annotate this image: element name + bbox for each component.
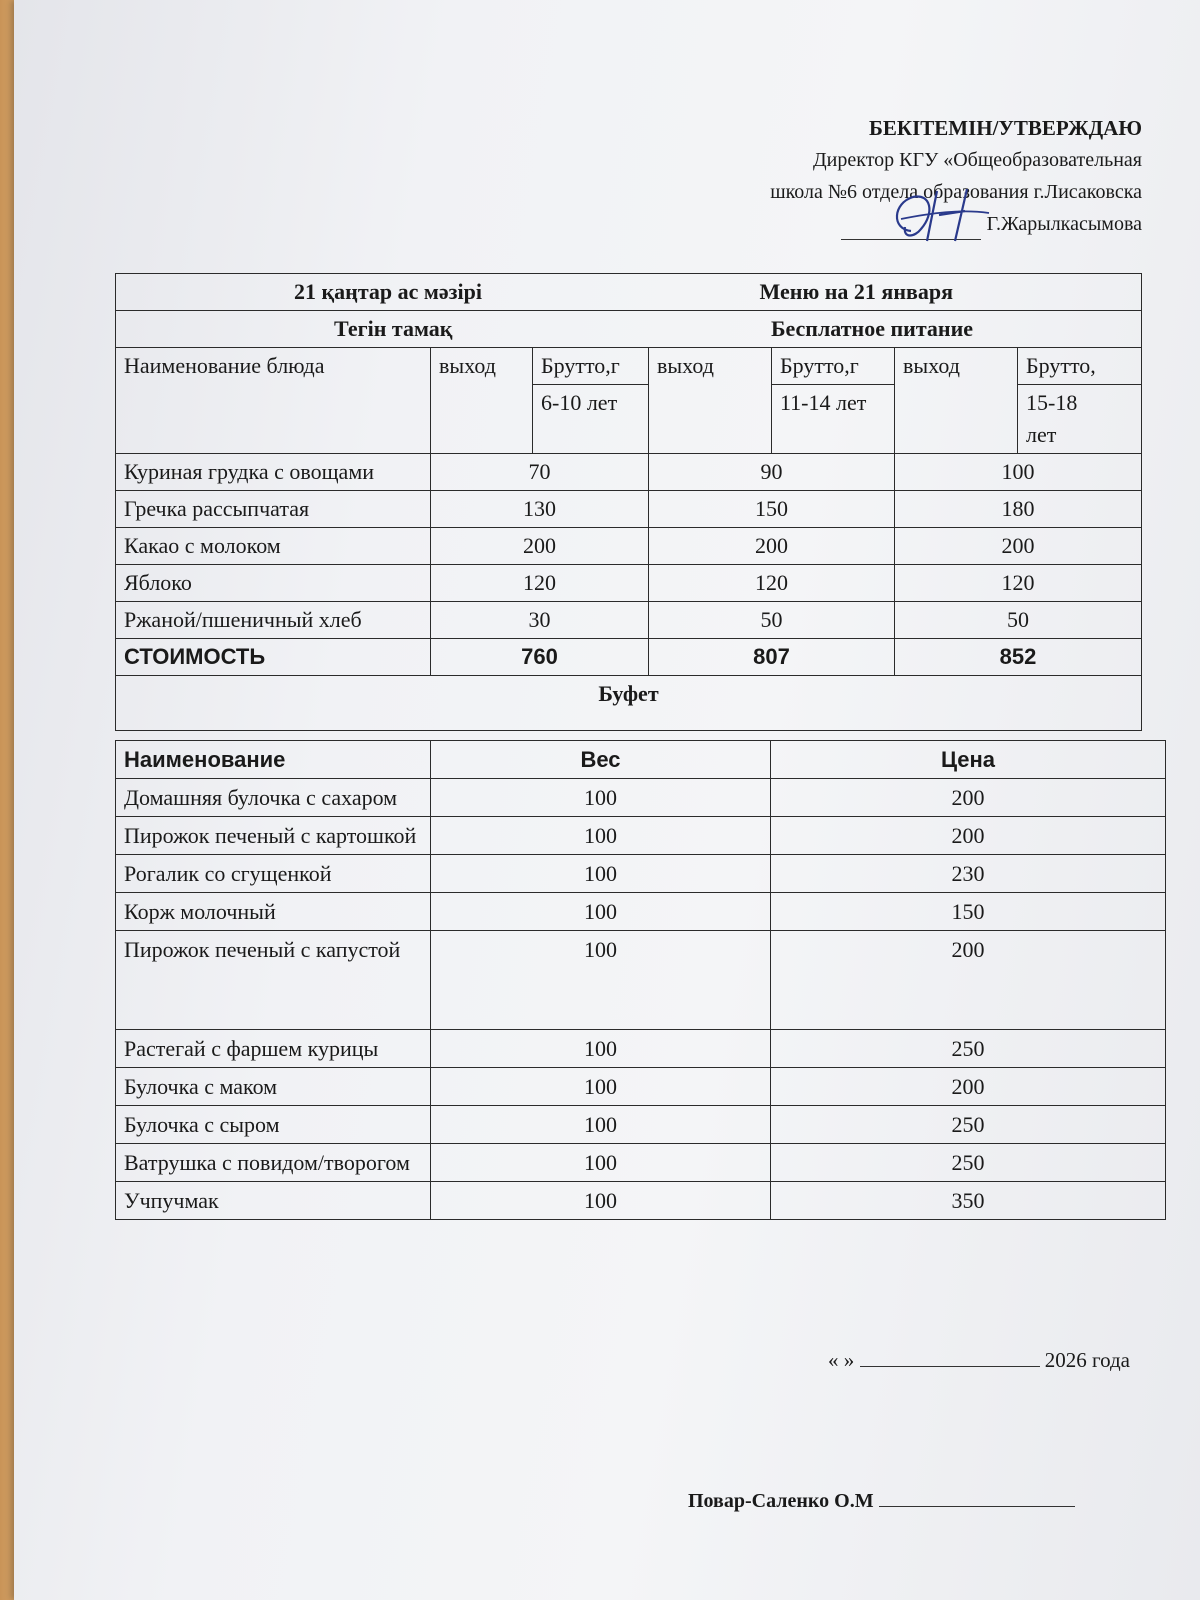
menu-title-ru: Меню на 21 января: [759, 279, 954, 304]
buffet-item-name: Ватрушка с повидом/творогом: [116, 1144, 431, 1182]
buffet-item-weight: 100: [431, 1144, 771, 1182]
buffet-item-price: 230: [771, 855, 1166, 893]
buffet-item-name: Булочка с сыром: [116, 1106, 431, 1144]
handwritten-signature: [881, 183, 991, 245]
menu-title-row: [116, 274, 1142, 311]
buffet-item-price: 250: [771, 1030, 1166, 1068]
dish-value-15-18: 180: [895, 491, 1142, 528]
buffet-title-row: [116, 676, 1142, 731]
total-6-10: 760: [431, 639, 649, 676]
cook-signature-blank: [879, 1490, 1075, 1507]
buffet-row: [116, 817, 1166, 855]
buffet-item-weight: 100: [431, 1106, 771, 1144]
buffet-row: [116, 1106, 1166, 1144]
buffet-header-weight: Вес: [431, 741, 771, 779]
buffet-item-name: Учпучмак: [116, 1182, 431, 1220]
buffet-item-name: Домашняя булочка с сахаром: [116, 779, 431, 817]
approval-block: [770, 112, 1142, 250]
date-quotes: « »: [828, 1348, 855, 1372]
approval-line-2: школа №6 отдела образования г.Лисаковска: [770, 181, 1142, 203]
dish-value-11-14: 50: [649, 602, 895, 639]
buffet-header-price: Цена: [771, 741, 1166, 779]
buffet-item-weight: 100: [431, 1182, 771, 1220]
buffet-item-weight: 100: [431, 893, 771, 931]
total-11-14: 807: [649, 639, 895, 676]
buffet-item-name: Пирожок печеный с картошкой: [116, 817, 431, 855]
cook-name: Повар-Саленко О.М: [688, 1490, 874, 1512]
approval-signature-line: [841, 208, 1142, 240]
menu-title-kz: 21 қаңтар ас мәзірі: [294, 279, 482, 304]
buffet-item-weight: 100: [431, 1068, 771, 1106]
dish-name: Яблоко: [116, 565, 431, 602]
header-age-2: 11-14 лет: [772, 385, 895, 454]
buffet-row: [116, 1030, 1166, 1068]
header-output-3: выход: [895, 348, 1018, 454]
dish-name: Гречка рассыпчатая: [116, 491, 431, 528]
buffet-row: [116, 1068, 1166, 1106]
buffet-item-price: 250: [771, 1144, 1166, 1182]
buffet-item-name: Растегай с фаршем курицы: [116, 1030, 431, 1068]
menu-row: [116, 454, 1142, 491]
menu-row: [116, 602, 1142, 639]
buffet-item-weight: 100: [431, 1030, 771, 1068]
dish-value-15-18: 100: [895, 454, 1142, 491]
buffet-row: [116, 779, 1166, 817]
approval-title: БЕКІТЕМІН/УТВЕРЖДАЮ: [868, 116, 1142, 140]
menu-subtitle-ru: Бесплатное питание: [770, 316, 974, 341]
dish-name: Ржаной/пшеничный хлеб: [116, 602, 431, 639]
buffet-item-weight: 100: [431, 817, 771, 855]
header-age-1: 6-10 лет: [533, 385, 649, 454]
buffet-item-price: 350: [771, 1182, 1166, 1220]
director-name: Г.Жарылкасымова: [986, 213, 1142, 235]
menu-row: [116, 528, 1142, 565]
buffet-item-price: 200: [771, 817, 1166, 855]
buffet-row: [116, 931, 1166, 1030]
header-age-3: [1018, 385, 1142, 454]
dish-value-15-18: 120: [895, 565, 1142, 602]
menu-subtitle-row: [116, 311, 1142, 348]
buffet-item-weight: 100: [431, 931, 771, 1030]
dish-value-11-14: 90: [649, 454, 895, 491]
menu-header-row: [116, 348, 1142, 385]
date-year: 2026 года: [1044, 1348, 1130, 1372]
header-dish: Наименование блюда: [116, 348, 431, 454]
date-blank: [860, 1348, 1040, 1367]
buffet-title: Буфет: [116, 676, 1142, 731]
buffet-item-price: 200: [771, 779, 1166, 817]
buffet-item-price: 250: [771, 1106, 1166, 1144]
header-age-3-a: 15-18: [1026, 390, 1078, 415]
buffet-item-name: Рогалик со сгущенкой: [116, 855, 431, 893]
dish-value-6-10: 200: [431, 528, 649, 565]
dish-name: Какао с молоком: [116, 528, 431, 565]
buffet-item-name: Корж молочный: [116, 893, 431, 931]
menu-total-row: [116, 639, 1142, 676]
header-brutto-1: Брутто,г: [533, 348, 649, 385]
signature-blank: [841, 217, 981, 240]
buffet-header-name: Наименование: [116, 741, 431, 779]
header-output-2: выход: [649, 348, 772, 454]
menu-subtitle-kz: Тегін тамақ: [334, 316, 453, 341]
menu-table: [115, 273, 1142, 731]
cook-signature-line: [688, 1490, 1075, 1513]
buffet-item-price: 200: [771, 931, 1166, 1030]
buffet-row: [116, 1144, 1166, 1182]
buffet-item-name: Пирожок печеный с капустой: [116, 931, 431, 1030]
menu-row: [116, 565, 1142, 602]
dish-value-15-18: 50: [895, 602, 1142, 639]
header-output-1: выход: [431, 348, 533, 454]
dish-value-6-10: 130: [431, 491, 649, 528]
header-brutto-3: Брутто,: [1018, 348, 1142, 385]
buffet-row: [116, 893, 1166, 931]
total-label: СТОИМОСТЬ: [116, 639, 431, 676]
dish-value-11-14: 150: [649, 491, 895, 528]
dish-name: Куриная грудка с овощами: [116, 454, 431, 491]
buffet-item-weight: 100: [431, 779, 771, 817]
buffet-item-weight: 100: [431, 855, 771, 893]
header-brutto-2: Брутто,г: [772, 348, 895, 385]
approval-line-1: Директор КГУ «Общеобразовательная: [813, 149, 1142, 171]
dish-value-11-14: 200: [649, 528, 895, 565]
dish-value-11-14: 120: [649, 565, 895, 602]
buffet-item-name: Булочка с маком: [116, 1068, 431, 1106]
date-line: [828, 1348, 1130, 1373]
buffet-row: [116, 1182, 1166, 1220]
buffet-header-row: [116, 741, 1166, 779]
header-age-3-b: лет: [1026, 422, 1057, 447]
dish-value-6-10: 30: [431, 602, 649, 639]
dish-value-6-10: 70: [431, 454, 649, 491]
menu-row: [116, 491, 1142, 528]
buffet-item-price: 150: [771, 893, 1166, 931]
dish-value-6-10: 120: [431, 565, 649, 602]
buffet-item-price: 200: [771, 1068, 1166, 1106]
total-15-18: 852: [895, 639, 1142, 676]
dish-value-15-18: 200: [895, 528, 1142, 565]
buffet-table: [115, 740, 1166, 1220]
buffet-row: [116, 855, 1166, 893]
